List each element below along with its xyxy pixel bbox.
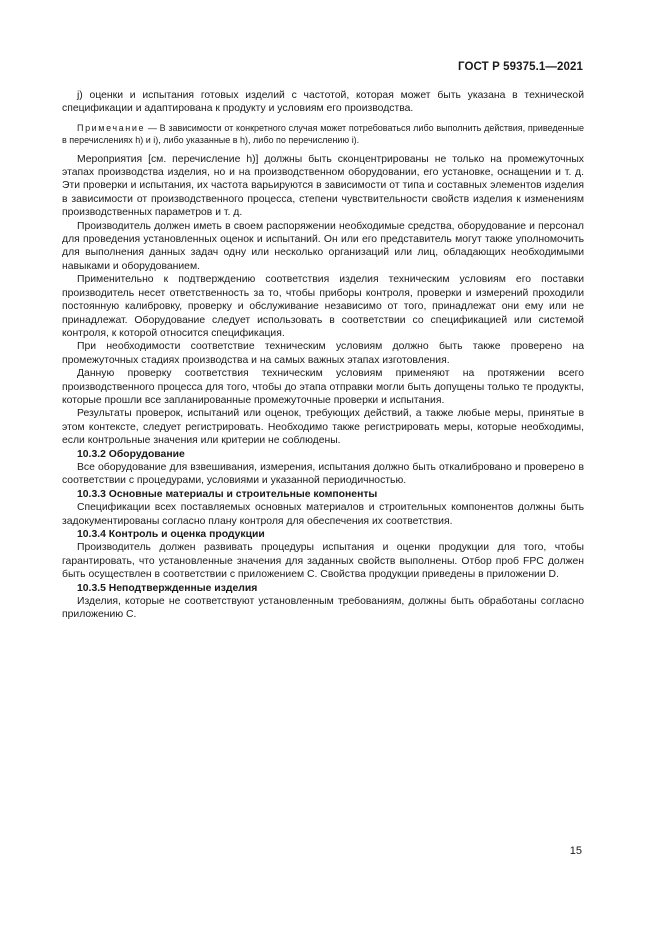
section-text-10-3-4: Производитель должен развивать процедуры испытания и оценки продукции для того, чтобы гарантировать, что установленные значения для заданных свойств выполнены. Отбор проб FPC должен быть осуществлен в соответствии с приложением С. Свойства продукции приведены в приложении D. — [62, 542, 584, 581]
paragraph-measures: Мероприятия [см. перечисление h)] должны быть сконцентрированы не только на промежуточных этапах производства изделия, но и на производственном оборудовании, его установке, оснащении и т. д. Эти проверки и испытания, их частота варьируются в зависимости от типа и составных элементов изделия в зависимости от производственного процесса, степени чувствительности свойств изделия к изменениям производственных параметров и т. д. — [62, 153, 584, 219]
section-text-10-3-5: Изделия, которые не соответствуют установленным требованиям, должны быть обработаны согласно приложению С. — [62, 596, 584, 621]
note-text: — В зависимости от конкретного случая может потребоваться либо выполнить действия, приведенные в перечислениях h) и i), либо указанные в h), либо по перечислению i). — [62, 122, 584, 146]
paragraph-intermediate-checks: При необходимости соответствие техническим условиям должно быть также проверено на промежуточных стадиях производства и на самых важных этапах изготовления. — [62, 341, 584, 366]
section-text-10-3-2: Все оборудование для взвешивания, измерения, испытания должно быть откалибровано и проверено в соответствии с процедурами, условиями и указанной периодичностью. — [62, 461, 584, 487]
page-number: 15 — [569, 845, 582, 857]
section-heading-10-3-4: 10.3.4 Контроль и оценка продукции — [77, 529, 265, 540]
section-text-10-3-3: Спецификации всех поставляемых основных материалов и строительных компонентов должны быть задокументированы согласно плану контроля для обеспечения их соответствия. — [62, 502, 584, 527]
section-heading-10-3-5: 10.3.5 Неподтвержденные изделия — [77, 582, 258, 594]
paragraph-resources: Производитель должен иметь в своем распоряжении необходимые средства, оборудование и персонал для проведения установленных оценок и испытаний. Он или его представитель могут также уполномочить для выполнения данных задач одну или несколько организаций или лиц, обладающих необходимыми навыками и оборудованием. — [62, 220, 584, 272]
paragraph-records: Результаты проверок, испытаний или оценок, требующих действий, а также любые меры, принятые в этом контексте, следует регистрировать. Необходимо также регистрировать меры, которые необходимы, если контрольные значения или критерии не соблюдены. — [62, 408, 584, 447]
section-heading-10-3-3: 10.3.3 Основные материалы и строительные компоненты — [77, 488, 378, 500]
paragraph-process-verification: Данную проверку соответствия техническим условиям применяют на протяжении всего производственного процесса для того, чтобы до этапа отправки могли быть допущены только те продукты, которые прошли все запланированные промежуточные проверки и испытания. — [62, 368, 584, 406]
note-label: Примечание — [77, 122, 146, 133]
document-header-code: ГОСТ Р 59375.1—2021 — [458, 61, 583, 73]
section-heading-10-3-2: 10.3.2 Оборудование — [77, 448, 185, 460]
document-body — [62, 89, 584, 622]
list-item-j: j) оценки и испытания готовых изделий с частотой, которая может быть указана в технической спецификации и адаптирована к продукту и условиям его производства. — [62, 90, 584, 115]
paragraph-calibration-responsibility: Применительно к подтверждению соответствия изделия техническим условиям его поставки производитель несет ответственность за то, чтобы приборы контроля, проверки и измерений проходили постоянную калибровку, проверку и обслуживание независимо от того, принадлежат они ему или не принадлежат. Оборудование следует использовать в соответствии со спецификацией или системой контроля, к которой относится спецификация. — [62, 274, 584, 339]
note-paragraph — [62, 122, 584, 147]
